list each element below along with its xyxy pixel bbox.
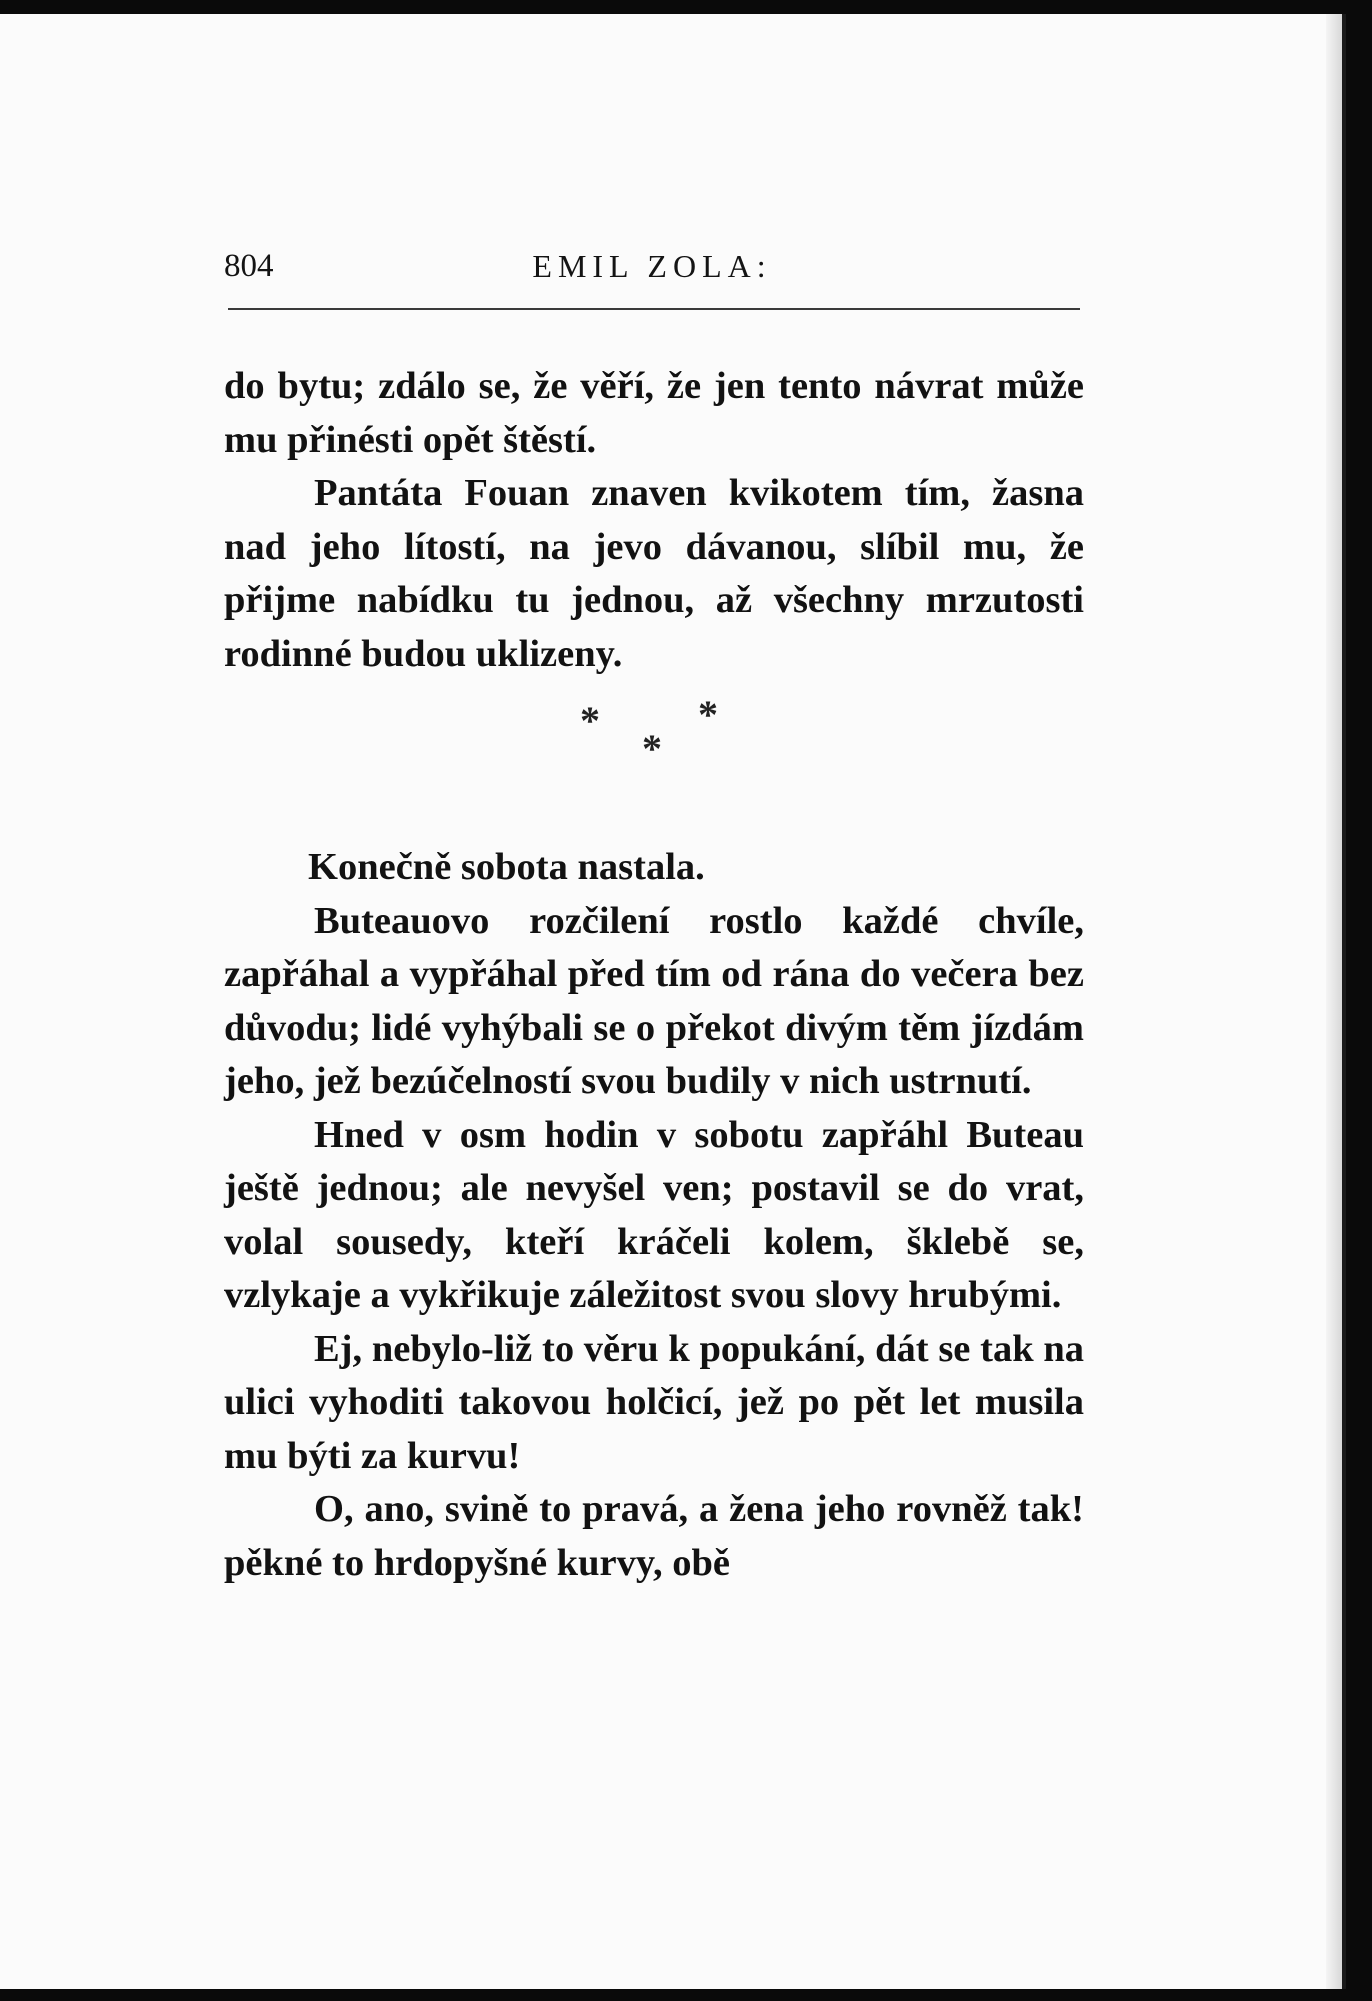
asterisk-ornament: * <box>580 698 600 743</box>
page-header <box>224 242 1080 292</box>
header-rule <box>228 308 1080 310</box>
running-head: EMIL ZOLA: <box>532 248 772 284</box>
page-number: 804 <box>224 248 274 284</box>
paragraph: Hned v osm hodin v sobotu zapřáhl Buteau ještě jednou; ale nevyšel ven; postavil se do vrat, volal sousedy, kteří kráčeli kolem, šklebě se, vzlykaje a vykřikuje záležitost svou slovy hrubými. <box>224 1113 1084 1316</box>
book-page <box>0 14 1346 1989</box>
paragraph: Pantáta Fouan znaven kvikotem tím, žasna nad jeho lítostí, na jevo dávanou, slíbil mu, že přijme nabídku tu jednou, až všechny mrzutosti rodinné budou uklizeny. <box>224 472 1084 675</box>
asterisk-ornament: * <box>698 692 718 737</box>
paragraph: Ej, nebylo-liž to věru k popukání, dát se tak na ulici vyhoditi takovou holčicí, jež po pět let musila mu býti za kurvu! <box>224 1327 1084 1477</box>
paragraph: O, ano, svině to pravá, a žena jeho rovněž tak! pěkné to hrdopyšné kurvy, obě <box>224 1488 1084 1584</box>
paragraph: Buteauovo rozčilení rostlo každé chvíle, zapřáhal a vypřáhal před tím od rána do večera bez důvodu; lidé vyhýbali se o překot divým těm jízdám jeho, jež bezúčelností svou budily v nich ustrnutí. <box>224 899 1084 1102</box>
paragraph: Konečně sobota nastala. <box>308 846 705 888</box>
section-separator <box>224 681 1084 841</box>
asterisk-ornament: * <box>642 726 662 771</box>
paragraph: do bytu; zdálo se, že věří, že jen tento návrat může mu přinésti opět štěstí. <box>224 365 1084 461</box>
page-edge <box>1326 14 1342 1989</box>
body-text <box>224 360 1084 1590</box>
